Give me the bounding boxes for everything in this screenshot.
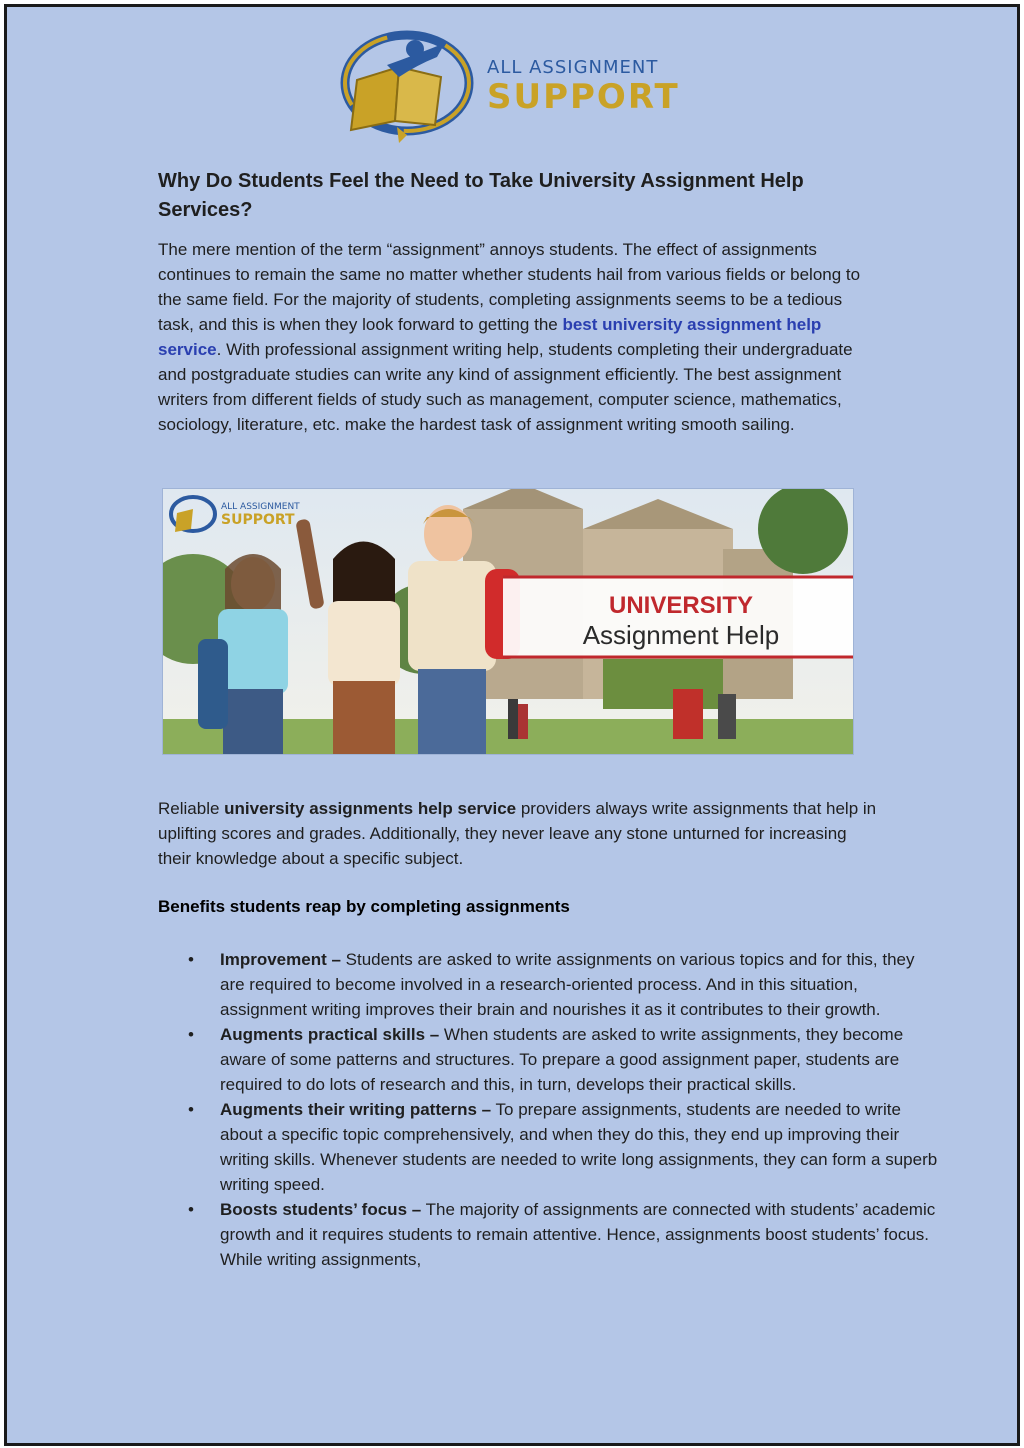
brand-logo	[337, 25, 707, 145]
benefit-text: When students are asked to write assignments, they become aware of some patterns and structures. To prepare a good assignment paper, students are required to do lots of research and this, in turn, develops their practical skills.	[220, 1025, 904, 1094]
benefit-title: Boosts students’ focus –	[220, 1200, 422, 1219]
list-item	[188, 1197, 940, 1272]
best-service-link[interactable]: best university assignment help service	[158, 315, 822, 359]
bullet-icon: •	[188, 1200, 194, 1219]
reliable-text-after: providers always write assignments that help in uplifting scores and grades. Additionally, they never leave any stone unturned for increasing their knowledge about a specific subject.	[158, 799, 877, 868]
benefit-text: Students are asked to write assignments on various topics and for this, they are required to become involved in a research-oriented process. And in this situation, assignment writing improves their brain and nourishes it as it contributes to their growth.	[220, 950, 915, 1019]
document-page	[4, 4, 1020, 1446]
page-title: Why Do Students Feel the Need to Take University Assignment Help Services?	[158, 170, 804, 221]
hero-logo-bottom: SUPPORT	[221, 512, 295, 528]
benefits-list	[158, 947, 940, 1272]
bullet-icon: •	[188, 950, 194, 969]
logo-emblem-icon	[337, 25, 477, 145]
list-item	[188, 1022, 940, 1097]
hero-logo-top: ALL ASSIGNMENT	[221, 502, 300, 512]
benefit-title: Augments their writing patterns –	[220, 1100, 492, 1119]
reliable-text-before: Reliable	[158, 799, 225, 818]
hero-illustration	[163, 489, 853, 754]
logo-text-top: ALL ASSIGNMENT	[487, 57, 659, 78]
list-item	[188, 1097, 940, 1197]
benefits-heading: Benefits students reap by completing assignments	[158, 897, 570, 916]
hero-subheading: Assignment Help	[582, 620, 780, 650]
benefit-title: Augments practical skills –	[220, 1025, 440, 1044]
benefit-text: The majority of assignments are connected with students’ academic growth and it requires students to remain attentive. Hence, assignments boost students’ focus. While writing assignments,	[220, 1200, 936, 1269]
list-item	[188, 947, 940, 1022]
reliable-paragraph	[158, 796, 878, 871]
intro-paragraph	[158, 237, 878, 437]
bullet-icon: •	[188, 1025, 194, 1044]
hero-banner-image	[162, 488, 854, 755]
reliable-bold-phrase: university assignments help service	[224, 799, 517, 818]
benefit-title: Improvement –	[220, 950, 341, 969]
intro-text-before: The mere mention of the term “assignment” annoys students. The effect of assignments continues to remain the same no matter whether students hail from various fields or belong to the same field. For the majority of students, completing assignments seems to be a tedious task, and this is when they look forward to getting the	[158, 240, 861, 334]
bullet-icon: •	[188, 1100, 194, 1119]
logo-text-bottom: SUPPORT	[487, 77, 680, 117]
benefit-text: To prepare assignments, students are needed to write about a specific topic comprehensively, and when they do this, they end up improving their writing skills. Whenever students are needed to write long assignments, they can form a superb writing speed.	[220, 1100, 938, 1194]
hero-heading: UNIVERSITY	[608, 592, 754, 619]
intro-text-after: . With professional assignment writing help, students completing their undergraduate and postgraduate studies can write any kind of assignment efficiently. The best assignment writers from different fields of study such as management, computer science, mathematics, sociology, literature, etc. make the hardest task of assignment writing smooth sailing.	[158, 340, 853, 434]
